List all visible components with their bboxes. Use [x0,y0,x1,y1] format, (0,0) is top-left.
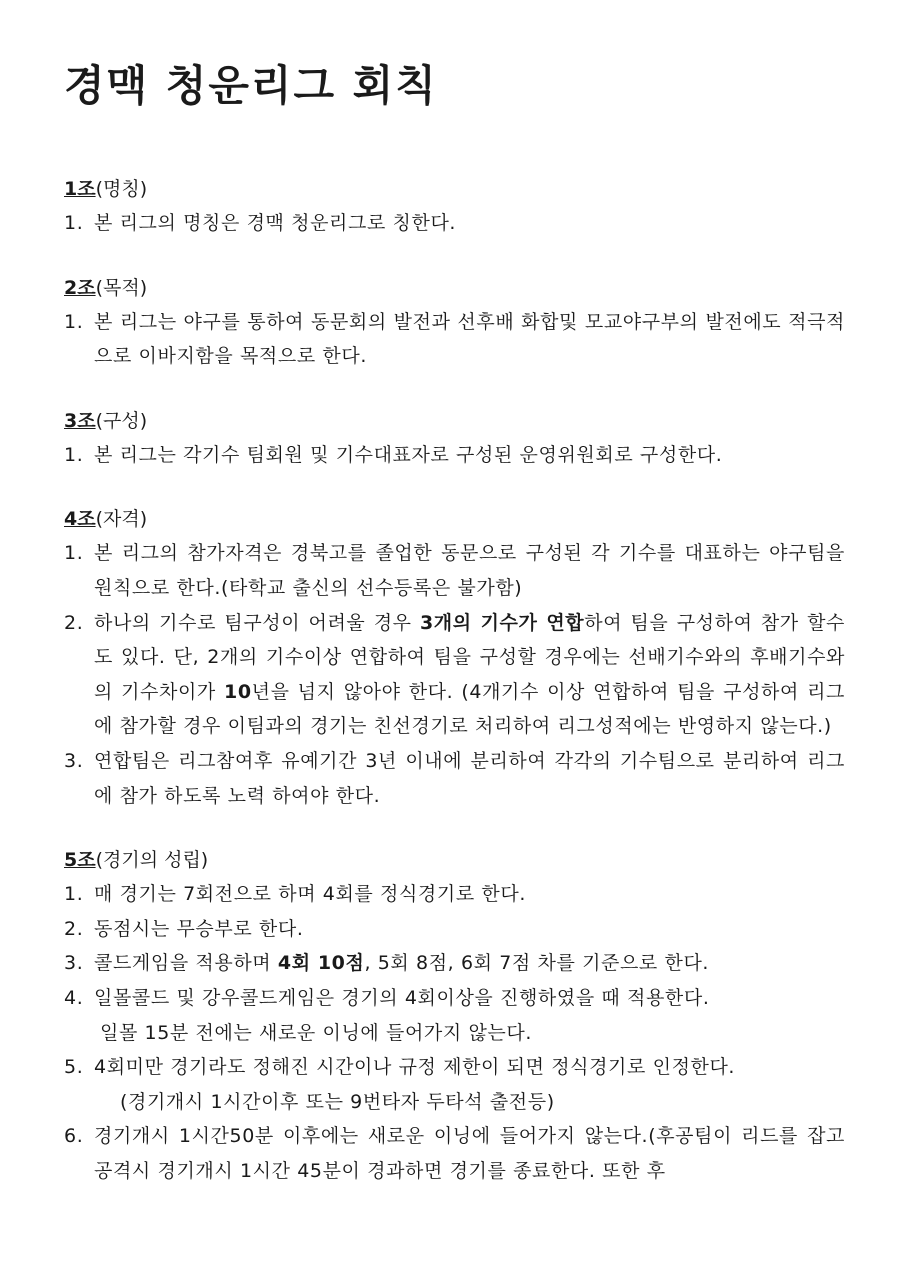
article-name: (자격) [95,508,148,531]
article-number: 2조 [64,276,96,299]
item-number: 3. [64,749,84,772]
article-5 [64,843,845,1188]
article-items [64,206,845,241]
item-text: 경기개시 1시간50분 이후에는 새로운 이닝에 들어가지 않는다.(후공팀이 리드를 잡고 공격시 경기개시 1시간 45분이 경과하면 경기를 종료한다. 또한 후 [94,1125,845,1182]
item-text: 콜드게임을 적용하며 [94,952,278,975]
list-item [64,981,845,1050]
list-item [64,744,845,813]
item-number: 4. [64,986,84,1009]
article-heading [64,404,845,438]
item-text: 연합팀은 리그참여후 유예기간 3년 이내에 분리하여 각각의 기수팀으로 분리하여 리그에 참가 하도록 노력 하여야 한다. [94,749,845,807]
item-text: 본 리그의 참가자격은 경북고를 졸업한 동문으로 구성된 각 기수를 대표하는 야구팀을 원칙으로 한다.(타학교 출신의 선수등록은 불가함) [94,542,845,599]
article-items [64,305,845,374]
article-number: 3조 [64,409,96,432]
item-text: 매 경기는 7회전으로 하며 4회를 정식경기로 한다. [94,883,526,906]
article-heading [64,271,845,305]
document-title: 경맥 청운리그 회칙 [64,61,438,110]
article-items [64,536,845,813]
item-subtext: 일몰 15분 전에는 새로운 이닝에 들어가지 않는다. [100,1021,532,1044]
item-text: 하여 팀을 구성하여 참가 할수도 있다. 단, 2개의 기수이상 연합하여 팀을 구성할 경우에는 선배기수와의 후배기수와의 기수차이가 [94,611,845,703]
article-number: 5조 [64,849,96,872]
article-heading [64,172,845,206]
item-emphasis: 3개의 기수가 연합 [419,611,585,634]
list-item [64,606,845,744]
item-text: 년을 넘지 않아야 한다. (4개기수 이상 연합하여 팀을 구성하여 리그에 참가할 경우 이팀과의 경기는 친선경기로 처리하여 리그성적에는 반영하지 않는다.) [94,680,845,738]
article-1 [64,172,845,241]
list-item [64,536,845,605]
item-number: 3. [64,952,84,975]
list-item [64,1119,845,1188]
article-heading [64,502,845,536]
article-3 [64,404,845,473]
article-4 [64,502,845,813]
item-subtext: (경기개시 1시간이후 또는 9번타자 두타석 출전등) [120,1090,555,1113]
item-text: 본 리그는 각기수 팀회원 및 기수대표자로 구성된 운영위원회로 구성한다. [94,443,723,466]
article-items [64,877,845,1188]
article-2 [64,271,845,374]
item-text: 일몰콜드 및 강우콜드게임은 경기의 4회이상을 진행하였을 때 적용한다. [94,986,710,1009]
article-number: 4조 [64,508,96,531]
item-number: 5. [64,1056,84,1079]
article-heading [64,843,845,877]
item-number: 1. [64,542,84,565]
list-item [64,206,845,241]
article-number: 1조 [64,178,96,200]
item-text: 본 리그는 야구를 통하여 동문회의 발전과 선후배 화합및 모교야구부의 발전에도 적극적으로 이바지함을 목적으로 한다. [94,310,845,368]
item-number: 2. [64,611,84,634]
article-name: (경기의 성립) [95,849,209,872]
article-items [64,438,845,473]
article-name: (구성) [95,409,148,432]
item-number: 6. [64,1125,84,1148]
item-text: 하나의 기수로 팀구성이 어려울 경우 [94,611,420,634]
item-text: 동점시는 무승부로 한다. [94,917,304,940]
item-text: 본 리그의 명칭은 경맥 청운리그로 칭한다. [94,212,457,234]
list-item [64,912,845,947]
item-text: 4회미만 경기라도 정해진 시간이나 규정 제한이 되면 정식경기로 인정한다. [94,1056,736,1079]
item-number: 1. [64,883,84,906]
item-text: , 5회 8점, 6회 7점 차를 기준으로 한다. [364,952,710,975]
article-name: (목적) [95,276,148,299]
list-item [64,1050,845,1119]
item-emphasis: 4회 10점 [277,952,365,975]
item-number: 1. [64,310,84,333]
list-item [64,877,845,912]
item-number: 1. [64,212,84,234]
item-emphasis: 10 [224,680,252,703]
item-number: 2. [64,917,84,940]
list-item [64,305,845,374]
item-number: 1. [64,443,84,466]
list-item [64,946,845,981]
list-item [64,438,845,473]
article-name: (명칭) [95,178,148,200]
